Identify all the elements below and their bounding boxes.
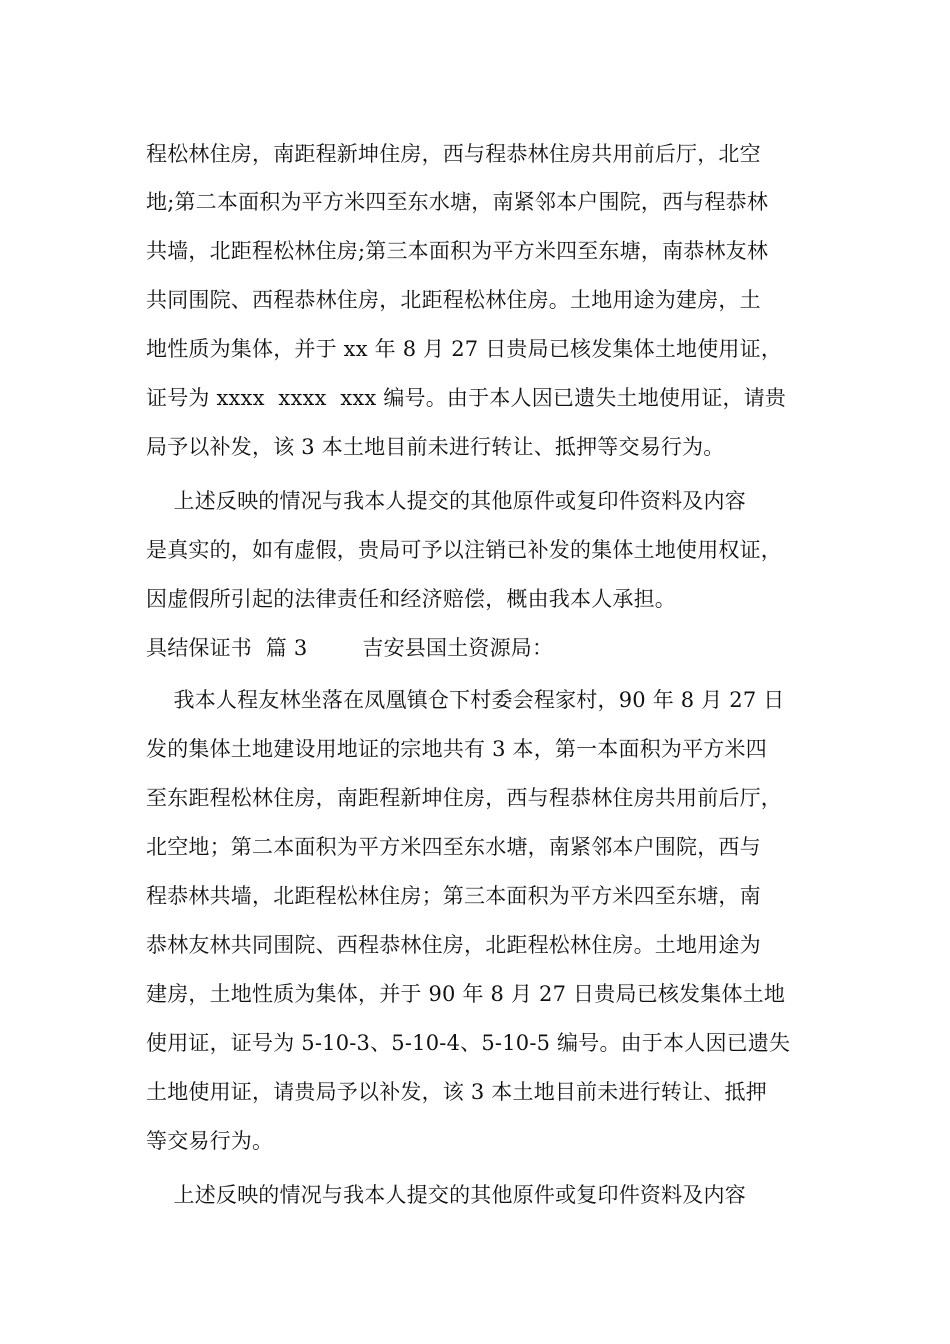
text-line: 地;第二本面积为平方米四至东水塘，南紧邻本户围院，西与程恭林: [146, 190, 769, 214]
text-line: 使用证，证号为 5-10-3、5-10-4、5-10-5 编号。由于本人因已遗失: [146, 1031, 791, 1055]
text-line: 北空地；第二本面积为平方米四至东水塘，南紧邻本户围院，西与: [146, 835, 761, 859]
section-heading: 具结保证书 篇 3 吉安县国土资源局：: [146, 636, 554, 660]
text-line: 我本人程友林坐落在凤凰镇仓下村委会程家村，90 年 8 月 27 日: [146, 688, 785, 712]
text-line: 共墙，北距程松林住房;第三本面积为平方米四至东塘，南恭林友林: [146, 239, 769, 263]
text-line: 证号为 xxxx xxxx xxx 编号。由于本人因已遗失土地使用证，请贵: [146, 386, 787, 410]
text-line: 恭林友林共同围院、西程恭林住房，北距程松林住房。土地用途为: [146, 933, 761, 957]
text-line: 发的集体土地建设用地证的宗地共有 3 本，第一本面积为平方米四: [146, 737, 767, 761]
text-line: 地性质为集体，并于 xx 年 8 月 27 日贵局已核发集体土地使用证，: [146, 337, 783, 361]
text-line: 等交易行为。: [146, 1129, 274, 1153]
text-line: 上述反映的情况与我本人提交的其他原件或复印件资料及内容: [146, 1183, 746, 1207]
text-line: 局予以补发，该 3 本土地目前未进行转让、抵押等交易行为。: [146, 435, 725, 459]
text-line: 土地使用证，请贵局予以补发，该 3 本土地目前未进行转让、抵押: [146, 1080, 767, 1104]
text-line: 共同围院、西程恭林住房，北距程松林住房。土地用途为建房，土: [146, 288, 761, 312]
text-line: 因虚假所引起的法律责任和经济赔偿，概由我本人承担。: [146, 587, 676, 611]
text-line: 建房，土地性质为集体，并于 90 年 8 月 27 日贵局已核发集体土地: [146, 982, 786, 1006]
text-line: 程恭林共墙，北距程松林住房；第三本面积为平方米四至东塘，南: [146, 884, 761, 908]
text-line: 上述反映的情况与我本人提交的其他原件或复印件资料及内容: [146, 489, 746, 513]
text-line: 至东距程松林住房，南距程新坤住房，西与程恭林住房共用前后厅，: [146, 786, 782, 810]
text-line: 程松林住房，南距程新坤住房，西与程恭林住房共用前后厅，北空: [146, 142, 761, 166]
text-line: 是真实的，如有虚假，贵局可予以注销已补发的集体土地使用权证，: [146, 538, 782, 562]
